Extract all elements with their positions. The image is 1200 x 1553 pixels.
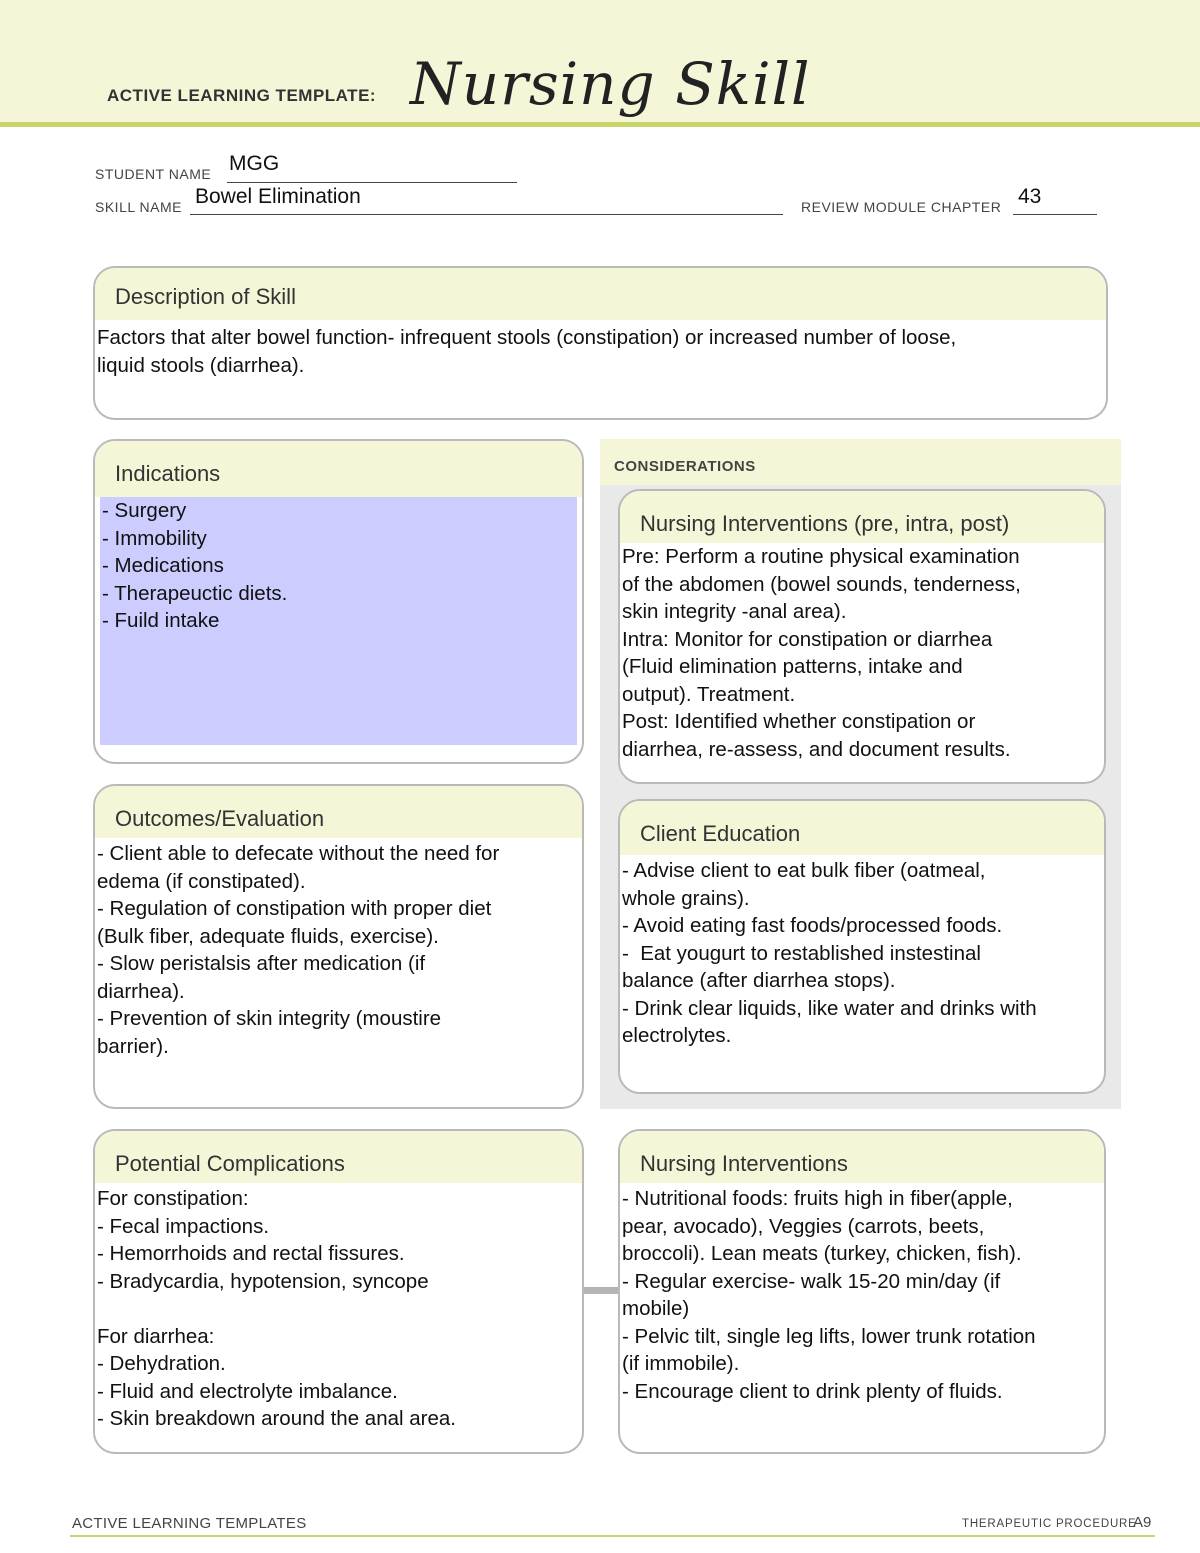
skill-name-underline [190,214,783,215]
header-rule [0,122,1200,127]
review-module-label: REVIEW MODULE CHAPTER [801,199,1002,215]
potential-complications-line: - Skin breakdown around the anal area. [97,1407,456,1430]
nursing-interventions-body[interactable] [620,1183,1104,1405]
nursing-interventions-line: - Nutritional foods: fruits high in fiber(apple, [622,1187,1013,1210]
footer-rule [70,1535,1155,1537]
nursing-interventions-line: (if immobile). [622,1352,740,1375]
nursing-interventions-line: - Regular exercise- walk 15-20 min/day (if [622,1269,1001,1293]
template-kicker: ACTIVE LEARNING TEMPLATE: [107,86,377,105]
description-line: liquid stools (diarrhea). [97,353,305,377]
potential-complications-box [93,1129,584,1454]
indications-heading: Indications [95,441,582,497]
outcomes-line: barrier). [97,1034,169,1058]
student-name-label: STUDENT NAME [95,166,212,182]
outcomes-line: (Bulk fiber, adequate fluids, exercise). [97,924,439,948]
nursing-interventions-pip-body[interactable] [620,543,1104,763]
potential-complications-line: - Fluid and electrolyte imbalance. [97,1379,398,1403]
nursing-interventions-pip-line: Pre: Perform a routine physical examination [622,545,1020,568]
client-education-heading: Client Education [620,801,1104,855]
nursing-interventions-line: - Pelvic tilt, single leg lifts, lower trunk rotation [622,1324,1036,1348]
page-title: Nursing Skill [410,50,811,118]
box-connector [583,1287,621,1294]
potential-complications-heading: Potential Complications [95,1131,582,1183]
client-education-box [618,799,1106,1094]
indications-line: - Surgery [102,499,187,522]
potential-complications-body[interactable] [95,1183,582,1433]
client-education-line: - Drink clear liquids, like water and drinks with [622,996,1037,1020]
potential-complications-line: - Dehydration. [97,1352,226,1375]
footer-right-text: THERAPEUTIC PROCEDURE [962,1518,1137,1530]
considerations-label: CONSIDERATIONS [614,458,756,475]
footer-page-number: A9 [1133,1514,1152,1531]
nursing-interventions-box [618,1129,1106,1454]
indications-body[interactable] [100,497,577,745]
outcomes-line: - Regulation of constipation with proper diet [97,897,492,920]
outcomes-line: edema (if constipated). [97,869,306,893]
outcomes-line: - Prevention of skin integrity (moustire [97,1007,442,1030]
skill-name-label: SKILL NAME [95,199,182,215]
potential-complications-line [97,1295,578,1323]
skill-name-value[interactable]: Bowel Elimination [195,185,361,208]
nursing-interventions-pip-line: (Fluid elimination patterns, intake and [622,655,963,678]
indications-line: - Therapeuctic diets. [102,581,288,605]
nursing-interventions-line: broccoli). Lean meats (turkey, chicken, fish). [622,1242,1022,1265]
footer-left-text: ACTIVE LEARNING TEMPLATES [72,1515,307,1532]
nursing-interventions-pip-line: output). Treatment. [622,682,796,706]
nursing-interventions-pip-heading: Nursing Interventions (pre, intra, post) [620,491,1104,543]
client-education-line: whole grains). [622,886,750,910]
description-heading: Description of Skill [95,268,1106,320]
potential-complications-line: For diarrhea: [97,1324,215,1348]
outcomes-body[interactable] [95,838,582,1060]
outcomes-box [93,784,584,1109]
nursing-interventions-heading: Nursing Interventions [620,1131,1104,1183]
nursing-interventions-pip-line: Post: Identified whether constipation or [622,710,976,733]
description-line: Factors that alter bowel function- infrequent stools (constipation) or increased number of loose, [97,326,957,349]
nursing-interventions-pip-line: Intra: Monitor for constipation or diarrhea [622,627,993,651]
nursing-interventions-line: - Encourage client to drink plenty of fluids. [622,1379,1003,1403]
client-education-body[interactable] [620,855,1104,1050]
indications-box [93,439,584,764]
nursing-interventions-pip-line: of the abdomen (bowel sounds, tenderness, [622,572,1021,596]
nursing-interventions-pip-line: skin integrity -anal area). [622,600,847,623]
client-education-line: balance (after diarrhea stops). [622,969,896,992]
client-education-line: electrolytes. [622,1024,732,1047]
review-module-value[interactable]: 43 [1018,185,1042,208]
potential-complications-line: - Bradycardia, hypotension, syncope [97,1269,429,1293]
description-body[interactable] [95,320,1106,379]
client-education-line: - Eat yougurt to restablished instestinal [622,941,981,965]
indications-line: - Medications [102,554,224,577]
outcomes-line: diarrhea). [97,979,185,1003]
indications-line: - Fuild intake [102,609,220,632]
potential-complications-line: - Fecal impactions. [97,1214,270,1238]
indications-line: - Immobility [102,526,207,550]
nursing-interventions-pip-box [618,489,1106,784]
student-name-underline [227,182,517,183]
potential-complications-line: For constipation: [97,1187,249,1210]
client-education-line: - Advise client to eat bulk fiber (oatmeal, [622,859,986,882]
client-education-line: - Avoid eating fast foods/processed foods. [622,914,1003,937]
nursing-interventions-line: mobile) [622,1297,690,1320]
description-box [93,266,1108,420]
nursing-interventions-pip-line: diarrhea, re-assess, and document results. [622,737,1011,761]
outcomes-line: - Slow peristalsis after medication (if [97,952,426,975]
outcomes-line: - Client able to defecate without the need for [97,842,500,865]
student-name-value[interactable]: MGG [229,152,280,175]
review-module-underline [1013,214,1097,215]
nursing-interventions-line: pear, avocado), Veggies (carrots, beets, [622,1214,985,1238]
potential-complications-line: - Hemorrhoids and rectal fissures. [97,1242,405,1265]
outcomes-heading: Outcomes/Evaluation [95,786,582,838]
